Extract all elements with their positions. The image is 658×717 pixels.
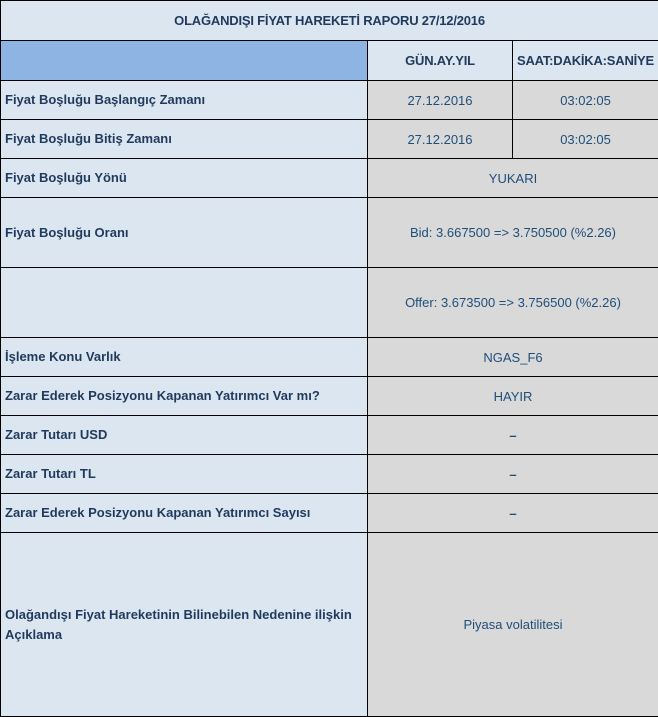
gap-direction-label: Fiyat Boşluğu Yönü [1,159,368,198]
gap-start-label: Fiyat Boşluğu Başlangıç Zamanı [1,81,368,120]
report-title: OLAĞANDIŞI FİYAT HAREKETİ RAPORU 27/12/2016 [1,1,658,41]
loss-usd-label: Zarar Tutarı USD [1,416,368,455]
gap-start-date: 27.12.2016 [368,81,513,120]
gap-end-time: 03:02:05 [513,120,658,159]
loss-usd-value: – [368,416,658,455]
gap-ratio-blank-label [1,268,368,338]
reason-value: Piyasa volatilitesi [368,533,658,717]
gap-ratio-bid: Bid: 3.667500 => 3.750500 (%2.26) [368,198,658,268]
gap-end-label: Fiyat Boşluğu Bitiş Zamanı [1,120,368,159]
gap-ratio-offer: Offer: 3.673500 => 3.756500 (%2.26) [368,268,658,338]
asset-label: İşleme Konu Varlık [1,338,368,377]
asset-value: NGAS_F6 [368,338,658,377]
gap-direction-value: YUKARI [368,159,658,198]
gap-ratio-label: Fiyat Boşluğu Oranı [1,198,368,268]
header-date: GÜN.AY.YIL [368,41,513,81]
loss-tl-label: Zarar Tutarı TL [1,455,368,494]
loss-tl-value: – [368,455,658,494]
loss-investor-label: Zarar Ederek Posizyonu Kapanan Yatırımcı Var mı? [1,377,368,416]
loss-investor-value: HAYIR [368,377,658,416]
header-blank-cell [1,41,368,81]
header-time: SAAT:DAKİKA:SANİYE [513,41,658,81]
loss-count-label: Zarar Ederek Posizyonu Kapanan Yatırımcı Sayısı [1,494,368,533]
loss-count-value: – [368,494,658,533]
reason-label: Olağandışı Fiyat Hareketinin Bilinebilen Nedenine ilişkin Açıklama [1,533,368,717]
gap-start-time: 03:02:05 [513,81,658,120]
gap-end-date: 27.12.2016 [368,120,513,159]
